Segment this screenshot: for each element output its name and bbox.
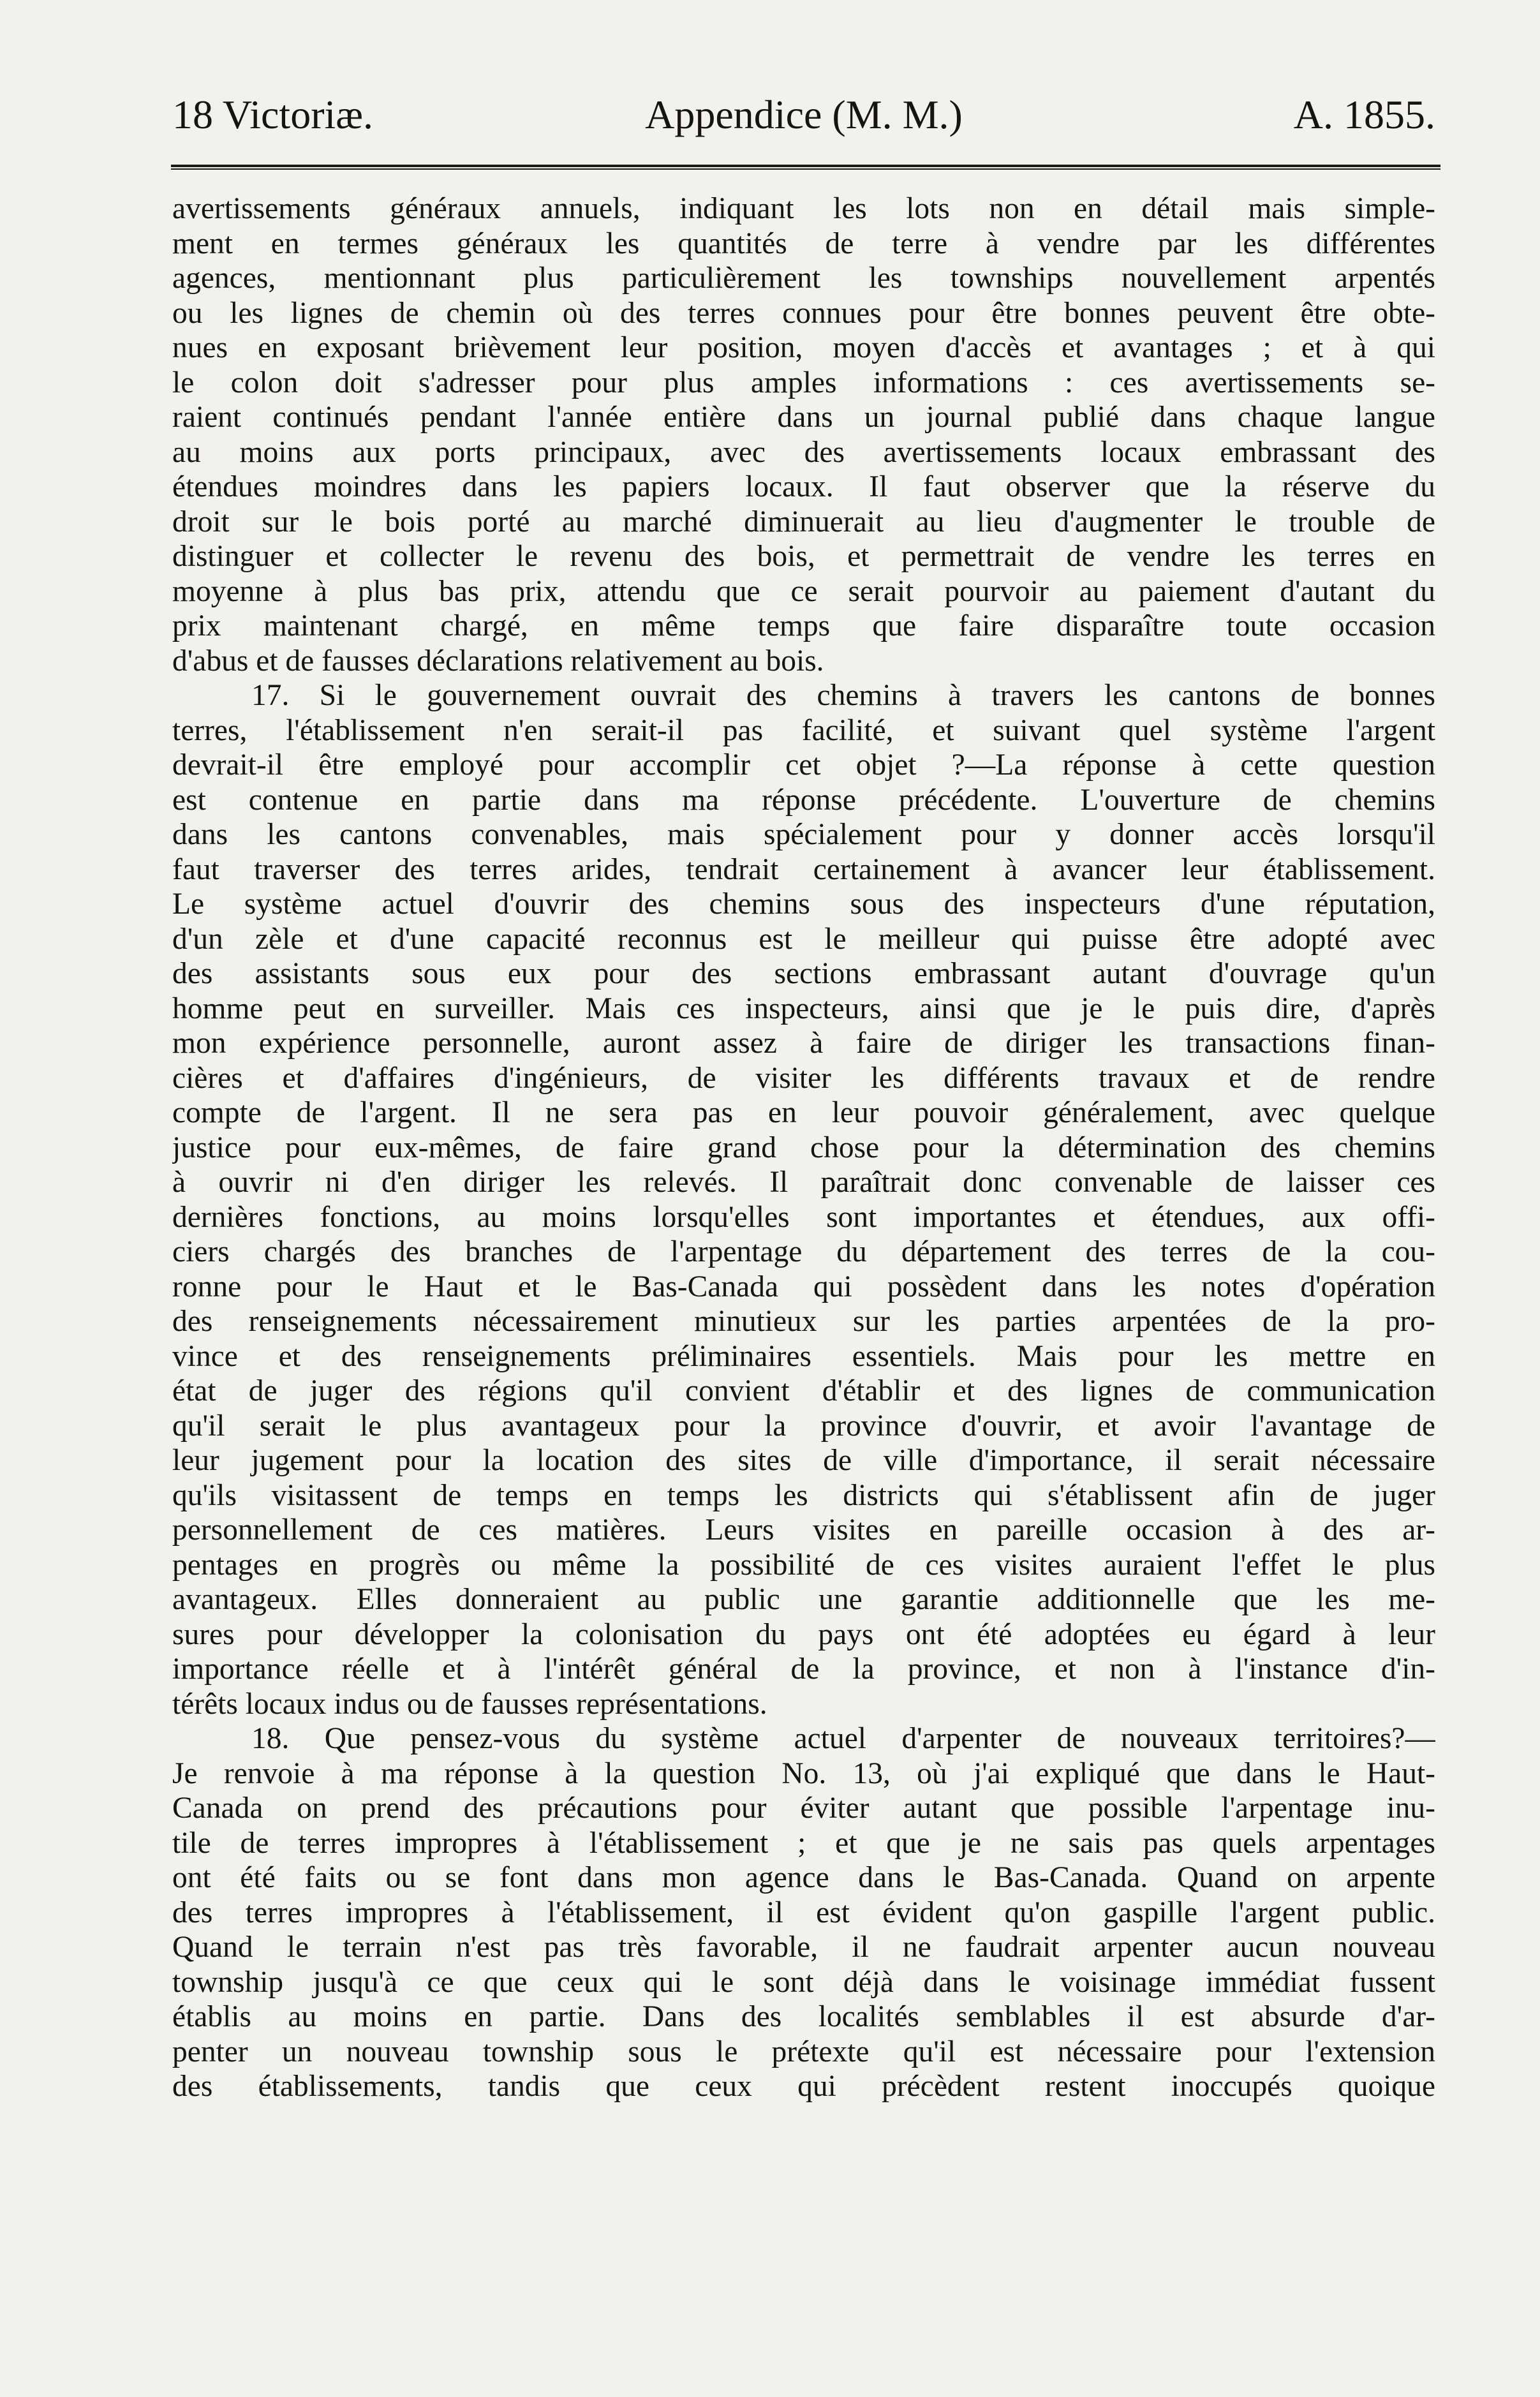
text-line: qu'ils visitassent de temps en temps les districts qui s'établissent afin de juger xyxy=(172,1478,1435,1512)
text-line: vince et des renseignements préliminaires essentiels. Mais pour les mettre en xyxy=(172,1339,1435,1373)
text-line: 17. Si le gouvernement ouvrait des chemins à travers les cantons de bonnes xyxy=(251,679,1435,712)
text-line: ont été faits ou se font dans mon agence dans le Bas-Canada. Quand on arpente xyxy=(172,1861,1435,1894)
text-line: étendues moindres dans les papiers locaux. Il faut observer que la réserve du xyxy=(172,470,1435,503)
text-line: térêts locaux indus ou de fausses représentations. xyxy=(172,1687,767,1721)
text-line: Quand le terrain n'est pas très favorable, il ne faudrait arpenter aucun nouveau xyxy=(172,1931,1435,1964)
text-line: importance réelle et à l'intérêt général de la province, et non à l'instance d'in- xyxy=(172,1652,1435,1686)
text-line: avantageux. Elles donneraient au public une garantie additionnelle que les me- xyxy=(172,1583,1435,1616)
text-line: avertissements généraux annuels, indiquant les lots non en détail mais simple- xyxy=(172,192,1435,225)
text-line: d'un zèle et d'une capacité reconnus est le meilleur qui puisse être adopté avec xyxy=(172,922,1435,956)
text-line: cières et d'affaires d'ingénieurs, de visiter les différents travaux et de rendre xyxy=(172,1061,1435,1095)
text-line: ou les lignes de chemin où des terres connues pour être bonnes peuvent être obte- xyxy=(172,296,1435,330)
text-line: terres, l'établissement n'en serait-il pas facilité, et suivant quel système l'argent xyxy=(172,713,1435,747)
text-line: mon expérience personnelle, auront assez à faire de diriger les transactions finan- xyxy=(172,1027,1435,1060)
text-line: établis au moins en partie. Dans des localités semblables il est absurde d'ar- xyxy=(172,2000,1435,2033)
text-line: ciers chargés des branches de l'arpentage du département des terres de la cou- xyxy=(172,1235,1435,1268)
text-line: 18. Que pensez-vous du système actuel d'arpenter de nouveaux territoires?— xyxy=(251,1722,1435,1755)
text-line: ment en termes généraux les quantités de terre à vendre par les différentes xyxy=(172,226,1435,260)
text-line: nues en exposant brièvement leur position, moyen d'accès et avantages ; et à qui xyxy=(172,331,1435,364)
header-title: Appendice (M. M.) xyxy=(645,92,963,137)
text-line: ronne pour le Haut et le Bas-Canada qui possèdent dans les notes d'opération xyxy=(172,1270,1435,1303)
text-line: prix maintenant chargé, en même temps que faire disparaître toute occasion xyxy=(172,609,1435,642)
text-line: le colon doit s'adresser pour plus amples informations : ces avertissements se- xyxy=(172,366,1435,399)
header-session: 18 Victoriæ. xyxy=(172,92,373,137)
text-line: est contenue en partie dans ma réponse précédente. L'ouverture de chemins xyxy=(172,783,1435,817)
text-line: devrait-il être employé pour accomplir cet objet ?—La réponse à cette question xyxy=(172,748,1435,782)
text-line: sures pour développer la colonisation du pays ont été adoptées eu égard à leur xyxy=(172,1617,1435,1651)
text-line: Je renvoie à ma réponse à la question No. 13, où j'ai expliqué que dans le Haut- xyxy=(172,1756,1435,1790)
text-line: qu'il serait le plus avantageux pour la province d'ouvrir, et avoir l'avantage de xyxy=(172,1409,1435,1443)
text-line: faut traverser des terres arides, tendrait certainement à avancer leur établissement. xyxy=(172,852,1435,886)
body-text xyxy=(172,191,1435,2104)
text-line: raient continués pendant l'année entière dans un journal publié dans chaque langue xyxy=(172,401,1435,434)
text-line: dernières fonctions, au moins lorsqu'elles sont importantes et étendues, aux offi- xyxy=(172,1200,1435,1234)
text-line: au moins aux ports principaux, avec des avertissements locaux embrassant des xyxy=(172,435,1435,469)
text-line: Le système actuel d'ouvrir des chemins sous des inspecteurs d'une réputation, xyxy=(172,887,1435,921)
text-line: état de juger des régions qu'il convient d'établir et des lignes de communication xyxy=(172,1374,1435,1407)
page-header xyxy=(172,89,1435,140)
text-line: agences, mentionnant plus particulièrement les townships nouvellement arpentés xyxy=(172,262,1435,295)
text-line: d'abus et de fausses déclarations relativement au bois. xyxy=(172,644,824,678)
text-line: des terres impropres à l'établissement, il est évident qu'on gaspille l'argent public. xyxy=(172,1896,1435,1929)
text-line: leur jugement pour la location des sites de ville d'importance, il serait nécessaire xyxy=(172,1444,1435,1477)
header-year: A. 1855. xyxy=(1293,92,1435,137)
text-line: tile de terres impropres à l'établissement ; et que je ne sais pas quels arpentages xyxy=(172,1826,1435,1860)
text-line: des assistants sous eux pour des sections embrassant autant d'ouvrage qu'un xyxy=(172,957,1435,990)
text-line: Canada on prend des précautions pour éviter autant que possible l'arpentage inu- xyxy=(172,1792,1435,1825)
text-line: pentages en progrès ou même la possibilité de ces visites auraient l'effet le plus xyxy=(172,1548,1435,1582)
text-line: compte de l'argent. Il ne sera pas en leur pouvoir généralement, avec quelque xyxy=(172,1096,1435,1129)
text-line: à ouvrir ni d'en diriger les relevés. Il paraîtrait donc convenable de laisser ces xyxy=(172,1166,1435,1199)
text-line: des renseignements nécessairement minutieux sur les parties arpentées de la pro- xyxy=(172,1305,1435,1338)
text-line: des établissements, tandis que ceux qui précèdent restent inoccupés quoique xyxy=(172,2070,1435,2103)
text-line: dans les cantons convenables, mais spécialement pour y donner accès lorsqu'il xyxy=(172,818,1435,851)
text-line: distinguer et collecter le revenu des bois, et permettrait de vendre les terres en xyxy=(172,540,1435,573)
text-line: personnellement de ces matières. Leurs visites en pareille occasion à des ar- xyxy=(172,1513,1435,1547)
text-line: homme peut en surveiller. Mais ces inspecteurs, ainsi que je le puis dire, d'après xyxy=(172,991,1435,1025)
text-line: penter un nouveau township sous le prétexte qu'il est nécessaire pour l'extension xyxy=(172,2035,1435,2068)
text-line: township jusqu'à ce que ceux qui le sont déjà dans le voisinage immédiat fussent xyxy=(172,1965,1435,1999)
text-line: droit sur le bois porté au marché diminuerait au lieu d'augmenter le trouble de xyxy=(172,505,1435,538)
text-line: justice pour eux-mêmes, de faire grand chose pour la détermination des chemins xyxy=(172,1131,1435,1164)
header-rule xyxy=(171,165,1440,170)
text-line: moyenne à plus bas prix, attendu que ce serait pourvoir au paiement d'autant du xyxy=(172,574,1435,608)
